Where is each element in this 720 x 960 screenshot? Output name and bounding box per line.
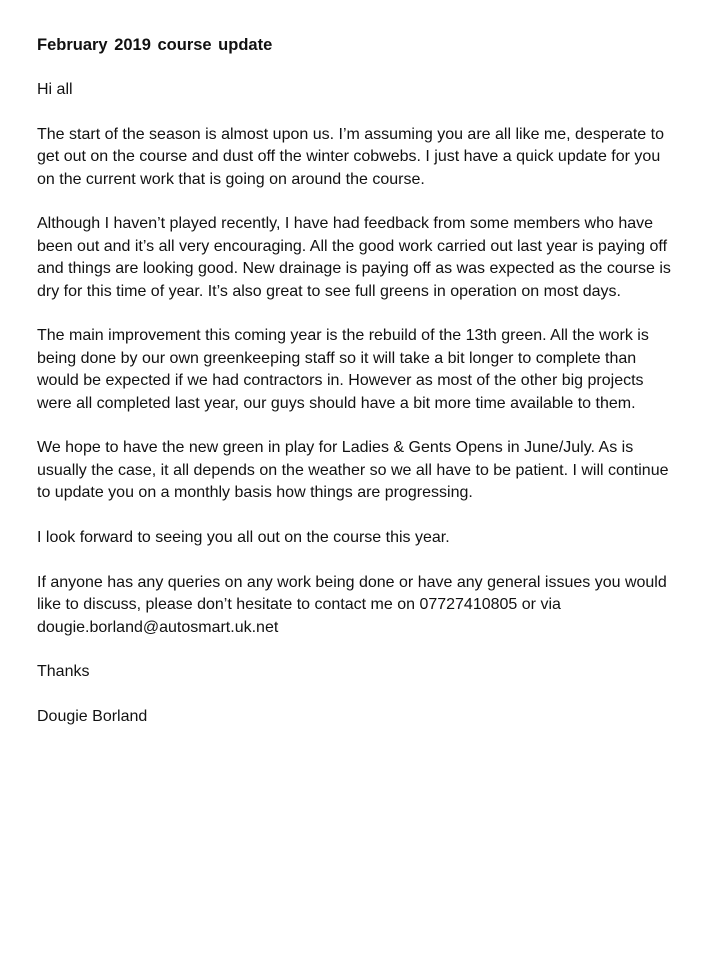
contact-text: If anyone has any queries on any work being done or have any general issues you would like to discuss, please don’t hesitate to contact me on 07727410805 or via — [37, 573, 667, 614]
paragraph-feedback: Although I haven’t played recently, I have had feedback from some members who have been out and it’s all very encouraging. All the good work carried out last year is paying off and things are looking good. New drainage is paying off as was expected as the course is dry for this time of year. It’s also great to see full greens in operation on most days. — [37, 215, 671, 300]
paragraph-new-green-timing: We hope to have the new green in play for Ladies & Gents Opens in June/July. As is usually the case, it all depends on the weather so we all have to be patient. I will continue to update you on a monthly basis how things are progressing. — [37, 439, 669, 502]
document-title: February 2019 course update — [37, 36, 273, 54]
paragraph-season-start: The start of the season is almost upon us. I’m assuming you are all like me, desperate to get out on the course and dust off the winter cobwebs. I just have a quick update for you on the current work that is going on around the course. — [37, 125, 664, 188]
paragraph-contact — [37, 572, 673, 639]
paragraph-13th-green: The main improvement this coming year is the rebuild of the 13th green. All the work is being done by our own greenkeeping staff so it will take a bit longer to complete than would be expected if we had contractors in. However as most of the other big projects were all completed last year, our guys should have a bit more time available to them. — [37, 327, 649, 412]
greeting: Hi all — [37, 81, 73, 98]
paragraph-look-forward: I look forward to seeing you all out on the course this year. — [37, 529, 450, 547]
closing: Thanks — [37, 663, 90, 681]
signature: Dougie Borland — [37, 708, 148, 726]
email-address: dougie.borland@autosmart.uk.net — [37, 618, 279, 636]
document-body — [37, 34, 673, 751]
